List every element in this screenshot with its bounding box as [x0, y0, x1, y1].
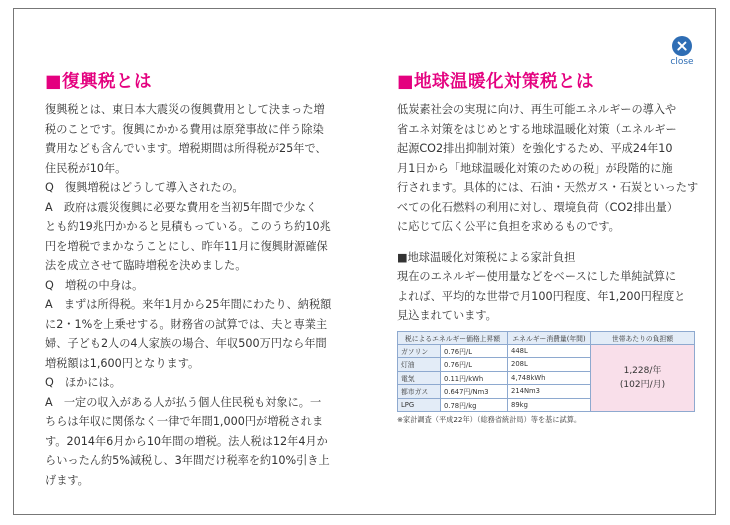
text-line: A 一定の収入がある人が払う個人住民税も対象に。一	[45, 395, 322, 409]
annual-usage-cell: 4,748kWh	[508, 371, 591, 385]
household-burden-subhead: ■地球温暖化対策税による家計負担	[397, 250, 576, 264]
text-line: 増税額は1,600円となります。	[45, 356, 200, 370]
right-column	[397, 70, 699, 425]
price-increase-cell: 0.647円/Nm3	[441, 385, 508, 399]
left-title: ■復興税とは	[45, 72, 153, 92]
annual-usage-cell: 448L	[508, 344, 591, 358]
text-line: 費用なども含んでいます。増税期間は所得税が25年で、	[45, 142, 327, 155]
text-line: Q 復興増税はどうして導入されたの。	[45, 181, 244, 194]
tax-burden-table	[397, 331, 695, 413]
left-column	[45, 70, 343, 490]
left-body	[45, 100, 343, 490]
close-button[interactable]	[665, 36, 699, 68]
price-increase-cell: 0.76円/L	[441, 344, 508, 358]
annual-usage-cell: 214Nm3	[508, 385, 591, 399]
annual-usage-cell: 89kg	[508, 398, 591, 412]
text-line: 低炭素社会の実現に向け、再生可能エネルギーの導入や	[397, 103, 677, 116]
text-line: 行されます。具体的には、石油・天然ガス・石炭といったす	[397, 181, 699, 194]
text-line: よれば、平均的な世帯で月100円程度、年1,200円程度と	[397, 289, 686, 303]
right-title: ■地球温暖化対策税とは	[397, 72, 595, 92]
close-label[interactable]: close	[670, 57, 694, 67]
text-line: 月1日から「地球温暖化対策のための税」が段階的に施	[397, 161, 673, 175]
text-line: に応じて広く公平に負担を求めるものです。	[397, 220, 620, 233]
annual-usage-cell: 208L	[508, 358, 591, 372]
right-body-2	[397, 267, 695, 326]
text-line: 省エネ対策をはじめとする地球温暖化対策（エネルギー	[397, 122, 677, 136]
text-line: 復興税とは、東日本大震災の復興費用として決まった増	[45, 103, 325, 116]
text-line: 税のことです。復興にかかる費用は原発事故に伴う除染	[45, 122, 324, 136]
text-line: A 政府は震災復興に必要な費用を当初5年間で少なく	[45, 200, 318, 214]
text-line: 法を成立させて臨時増税を決めました。	[45, 259, 247, 272]
text-line: 住民税が10年。	[45, 161, 127, 175]
energy-type-cell: 電気	[398, 371, 441, 385]
text-line: とも約19兆円かかると見積もっている。このうち約10兆	[45, 220, 331, 233]
household-burden-cell	[591, 344, 695, 412]
text-line: らいったん約5%減税し、3年間だけ税率を約10%引き上	[45, 454, 330, 467]
text-line: げます。	[45, 473, 89, 487]
text-line: 婦、子ども2人の4人家族の場合、年収500万円なら年間	[45, 337, 327, 350]
text-line: Q ほかには。	[45, 376, 121, 389]
text-line: A まずは所得税。来年1月から25年間にわたり、納税額	[45, 298, 332, 311]
burden-per-month: (102円/月)	[619, 379, 666, 390]
text-line: 起源CO2排出抑制対策）を強化するため、平成24年10	[397, 142, 673, 155]
burden-per-year: 1,228/年	[623, 365, 662, 376]
table-header-burden: 世帯あたりの負担額	[591, 331, 695, 344]
right-body	[397, 100, 699, 237]
price-increase-cell: 0.11円/kWh	[441, 371, 508, 385]
energy-type-cell: 灯油	[398, 358, 441, 372]
text-line: 見込まれています。	[397, 309, 497, 322]
text-line: ちらは年収に関係なく一律で年間1,000円が増税されま	[45, 415, 324, 428]
table-row	[398, 344, 695, 358]
text-line: べての化石燃料の利用に対し、環境負荷（CO2排出量）	[397, 200, 679, 214]
price-increase-cell: 0.76円/L	[441, 358, 508, 372]
text-line: 円を増税でまかなうことにし、昨年11月に復興財源確保	[45, 239, 328, 253]
close-icon[interactable]	[672, 36, 692, 56]
energy-type-cell: ガソリン	[398, 344, 441, 358]
table-header-row	[398, 331, 695, 344]
text-line: す。2014年6月から10年間の増税。法人税は12年4月か	[45, 434, 328, 448]
price-increase-cell: 0.78円/kg	[441, 398, 508, 412]
energy-type-cell: LPG	[398, 398, 441, 412]
text-line: Q 増税の中身は。	[45, 278, 144, 292]
table-note: ※家計調査（平成22年）（総務省統計局）等を基に試算。	[397, 415, 582, 424]
table-header-price: 税によるエネルギー価格上昇額	[398, 331, 508, 344]
table-header-usage: エネルギー消費量(年間)	[508, 331, 591, 344]
text-line: に2・1%を上乗せする。財務省の試算では、夫と専業主	[45, 317, 328, 331]
text-line: 現在のエネルギー使用量などをベースにした単純試算に	[397, 270, 677, 283]
energy-type-cell: 都市ガス	[398, 385, 441, 399]
